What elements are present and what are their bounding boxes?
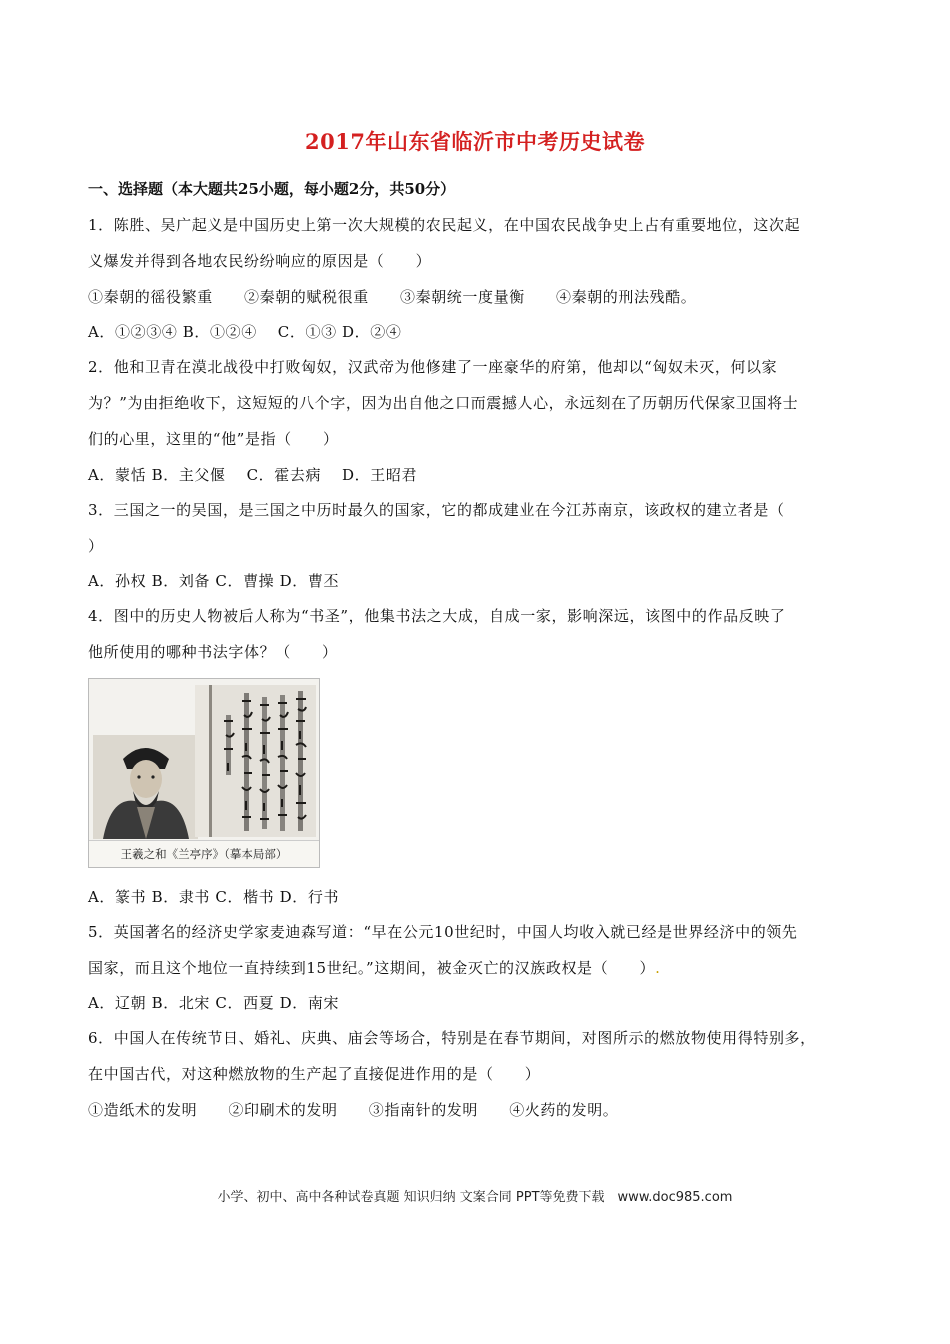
question-4-options: A．篆书 B．隶书 C．楷书 D．行书: [88, 888, 340, 906]
question-1-line-2: 义爆发并得到各地农民纷纷响应的原因是（ ）: [88, 252, 432, 270]
question-1-statements: ①秦朝的徭役繁重 ②秦朝的赋税很重 ③秦朝统一度量衡 ④秦朝的刑法残酷。: [88, 288, 697, 306]
figure-caption: 王羲之和《兰亭序》（摹本局部）: [89, 840, 319, 867]
question-6-line-1: 6．中国人在传统节日、婚礼、庆典、庙会等场合，特别是在春节期间，对图所示的燃放物使用得特别多，: [88, 1029, 816, 1047]
question-6-statements: ①造纸术的发明 ②印刷术的发明 ③指南针的发明 ④火药的发明。: [88, 1101, 619, 1119]
stray-dot: .: [655, 959, 661, 977]
question-5-line-2-text: 国家，而且这个地位一直持续到15世纪。”这期间，被金灭亡的汉族政权是（ ）: [88, 959, 656, 977]
question-3-line-2: ）: [88, 537, 104, 555]
lanting-xu-calligraphy: [209, 685, 316, 837]
question-1-line-1: 1．陈胜、吴广起义是中国历史上第一次大规模的农民起义，在中国农民战争史上占有重要地位，这次起: [88, 216, 801, 234]
page-title: 2017年山东省临沂市中考历史试卷: [305, 129, 645, 154]
question-4-line-2: 他所使用的哪种书法字体？（ ）: [88, 643, 338, 661]
question-2-line-2: 为？”为由拒绝收下，这短短的八个字，因为出自他之口而震撼人心，永远刻在了历朝历代保家卫国将士: [88, 394, 799, 412]
question-2-options: A．蒙恬 B．主父偃 C．霍去病 D．王昭君: [88, 466, 418, 484]
section-heading: 一、选择题（本大题共25小题，每小题2分，共50分）: [88, 180, 456, 198]
scroll-border: [195, 685, 209, 837]
question-2-line-3: 们的心里，这里的“他”是指（ ）: [88, 430, 339, 448]
question-4-line-1: 4．图中的历史人物被后人称为“书圣”，他集书法之大成，自成一家，影响深远，该图中的作品反映了: [88, 607, 786, 625]
question-1-options: A．①②③④ B．①②④ C．①③ D．②④: [88, 323, 402, 341]
question-2-line-1: 2．他和卫青在漠北战役中打败匈奴，汉武帝为他修建了一座豪华的府第，他却以“匈奴未灭，何以家: [88, 358, 778, 376]
question-5-line-1: 5．英国著名的经济史学家麦迪森写道：“早在公元10世纪时，中国人均收入就已经是世界经济中的领先: [88, 923, 798, 941]
question-5-line-2: [88, 957, 660, 978]
page-footer: 小学、初中、高中各种试卷真题 知识归纳 文案合同 PPT等免费下载 www.doc985.com: [217, 1190, 733, 1205]
question-3-line-1: 3．三国之一的吴国，是三国之中历时最久的国家，它的都成建业在今江苏南京，该政权的建立者是（: [88, 501, 785, 519]
question-3-options: A．孙权 B．刘备 C．曹操 D．曹丕: [88, 572, 340, 590]
question-6-line-2: 在中国古代，对这种燃放物的生产起了直接促进作用的是（ ）: [88, 1065, 541, 1083]
question-5-options: A．辽朝 B．北宋 C．西夏 D．南宋: [88, 994, 340, 1012]
wang-xizhi-portrait: [93, 735, 198, 839]
wang-xizhi-figure: [88, 678, 320, 868]
